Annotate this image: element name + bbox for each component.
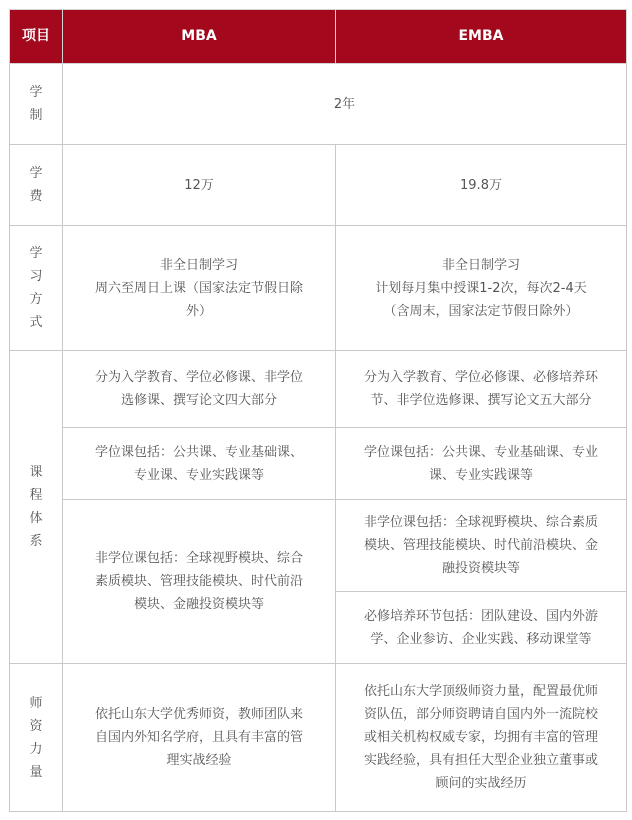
tuition-row xyxy=(10,145,627,226)
comparison-table xyxy=(9,9,627,812)
faculty-emba: 依托山东大学顶级师资力量，配置最优师 资队伍，部分师资聘请自国内外一流院校 或相关机构权威专家，均拥有丰富的管理 实践经验，具有担任大型企业独立董事或 顾问的实战经历 xyxy=(336,664,627,812)
study-mode-label: 学 习 方 式 xyxy=(10,226,63,351)
study-mode-emba: 非全日制学习 计划每月集中授课1-2次，每次2-4天 （含周末，国家法定节假日除外） xyxy=(336,226,627,351)
tuition-label: 学 费 xyxy=(10,145,63,226)
header-mba: MBA xyxy=(63,10,336,64)
faculty-label: 师 资 力 量 xyxy=(10,664,63,812)
curriculum-mba-nondegree: 非学位课包括：全球视野模块、综合 素质模块、管理技能模块、时代前沿 模块、金融投资模块等 xyxy=(63,500,336,664)
duration-value: 2年 xyxy=(63,64,627,145)
curriculum-mba-degree: 学位课包括：公共课、专业基础课、 专业课、专业实践课等 xyxy=(63,428,336,500)
duration-label: 学 制 xyxy=(10,64,63,145)
header-emba: EMBA xyxy=(336,10,627,64)
study-mode-row xyxy=(10,226,627,351)
tuition-emba: 19.8万 xyxy=(336,145,627,226)
curriculum-row-3 xyxy=(10,500,627,592)
tuition-mba: 12万 xyxy=(63,145,336,226)
faculty-row xyxy=(10,664,627,812)
study-mode-mba: 非全日制学习 周六至周日上课（国家法定节假日除 外） xyxy=(63,226,336,351)
curriculum-emba-nondegree: 非学位课包括：全球视野模块、综合素质 模块、管理技能模块、时代前沿模块、金 融投资模块等 xyxy=(336,500,627,592)
curriculum-mba-overview: 分为入学教育、学位必修课、非学位 选修课、撰写论文四大部分 xyxy=(63,351,336,428)
duration-row xyxy=(10,64,627,145)
header-item: 项目 xyxy=(10,10,63,64)
faculty-mba: 依托山东大学优秀师资，教师团队来 自国内外知名学府，且具有丰富的管 理实战经验 xyxy=(63,664,336,812)
curriculum-emba-overview: 分为入学教育、学位必修课、必修培养环 节、非学位选修课、撰写论文五大部分 xyxy=(336,351,627,428)
curriculum-emba-required: 必修培养环节包括：团队建设、国内外游 学、企业参访、企业实践、移动课堂等 xyxy=(336,592,627,664)
header-row xyxy=(10,10,627,64)
curriculum-row-1 xyxy=(10,351,627,428)
curriculum-row-2 xyxy=(10,428,627,500)
curriculum-emba-degree: 学位课包括：公共课、专业基础课、专业 课、专业实践课等 xyxy=(336,428,627,500)
curriculum-label: 课 程 体 系 xyxy=(10,351,63,664)
